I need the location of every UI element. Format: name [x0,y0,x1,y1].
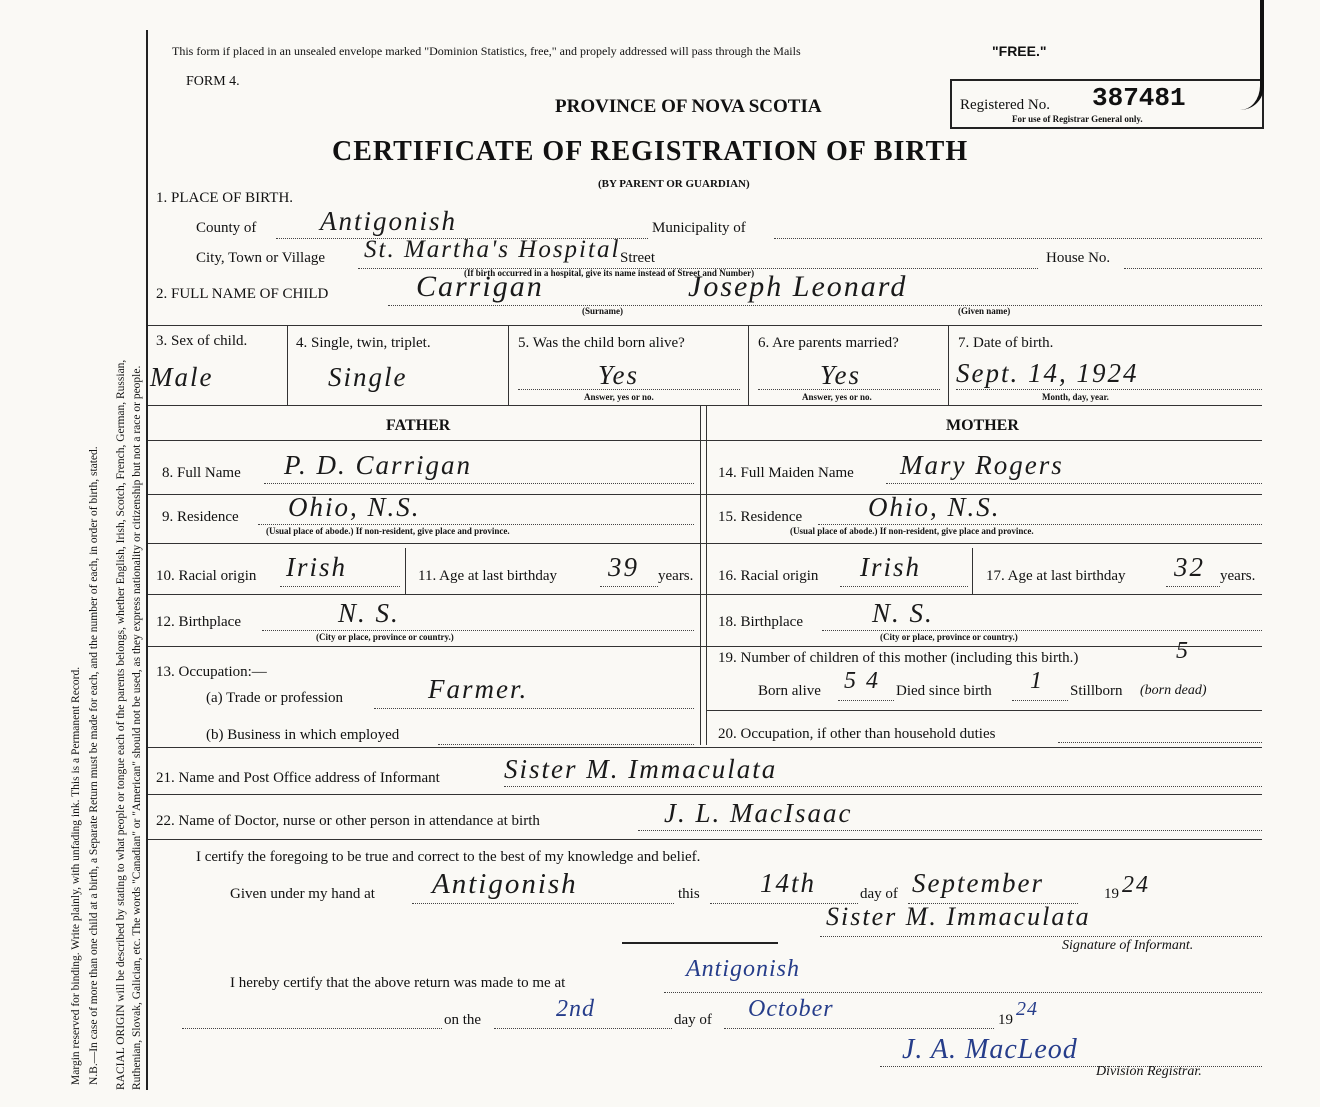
municipality-line [774,238,1262,239]
stillborn-label: Stillborn [1070,683,1123,699]
registrar-note: For use of Registrar General only. [1012,114,1143,124]
informant-signature: Sister M. Immaculata [826,902,1091,931]
mother-heading: MOTHER [946,417,1019,434]
mother-racial-value: Irish [860,552,922,582]
municipality-label: Municipality of [652,220,746,236]
registered-box [950,79,1264,129]
place-heading: 1. PLACE OF BIRTH. [156,190,294,206]
city-label: City, Town or Village [196,250,326,266]
rule-parents-top [148,405,1262,406]
rule-row12 [148,646,1262,647]
side-note-3: RACIAL ORIGIN will be described by stating to what people or tongue each of the parents belongs, whether English, Irish, Scotch, French, German, Russian, [115,359,127,1090]
mail-note: This form if placed in an unsealed envelope marked "Dominion Statistics, free," and propely addressed will pass through the Mails [172,44,801,58]
mother-children-label: 19. Number of children of this mother (including this birth.) [718,650,1079,666]
father-racial-value: Irish [286,552,348,582]
rule-row3-top [148,325,1262,326]
given-name-note: (Given name) [958,306,1011,316]
father-age-line [600,586,658,587]
alive-value: Yes [598,360,640,390]
registrar-month: October [748,996,834,1022]
sex-label: 3. Sex of child. [156,333,248,349]
mother-name-label: 14. Full Maiden Name [718,465,854,481]
mother-age-line [1166,586,1220,587]
given-dayof-label: day of [860,886,898,902]
mother-residence-label: 15. Residence [718,509,803,525]
dob-value: Sept. 14, 1924 [956,358,1139,388]
divider-4-5 [508,325,509,405]
registrar-signature-label: Division Registrar. [1096,1064,1202,1079]
mother-racial-label: 16. Racial origin [718,568,819,584]
given-place-line [412,903,674,904]
surname-note: (Surname) [582,306,623,316]
born-alive-line [838,700,894,701]
father-name-line [264,483,694,484]
mother-birthplace-note: (City or place, province or country.) [880,632,1018,642]
side-note-1: Margin reserved for binding. Write plainly, with unfading ink. This is a Permanent Record. [70,666,82,1085]
registrar-dayof-label: day of [674,1012,712,1028]
child-given-name: Joseph Leonard [688,270,908,303]
plurality-label: 4. Single, twin, triplet. [296,335,431,351]
side-note-4: Ruthenian, Slovak, Galician, etc. The words "Canadian" or "American" should not be used, as they express nationality or citizenship but not a race or people. [131,365,143,1090]
county-value: Antigonish [320,206,458,236]
father-name-label: 8. Full Name [162,465,241,481]
sex-value: Male [150,362,214,392]
mother-racial-divider [972,548,973,594]
father-trade-line [374,708,694,709]
given-month: September [912,868,1044,898]
registrar-signature-line [880,1066,1262,1067]
mother-residence-line [818,524,1262,525]
mother-birthplace-value: N. S. [872,598,934,628]
informant-value: Sister M. Immaculata [504,754,778,784]
parents-divider-left [700,405,701,745]
rule-parents-head [148,440,1262,441]
certificate-subtitle: (BY PARENT OR GUARDIAN) [598,178,750,190]
child-name-line [388,305,1262,306]
mother-racial-line [840,586,968,587]
father-residence-line [258,524,694,525]
alive-line [518,389,740,390]
father-heading: FATHER [386,417,451,434]
died-line [1012,700,1068,701]
father-years-label: years. [658,568,694,584]
given-label: Given under my hand at [230,886,375,902]
province-heading: PROVINCE OF NOVA SCOTIA [555,96,822,117]
free-label: "FREE." [992,43,1047,59]
married-label: 6. Are parents married? [758,335,899,351]
dob-line [956,389,1262,390]
father-trade-value: Farmer. [428,674,529,704]
rule-row10 [148,594,1262,595]
died-label: Died since birth [896,683,992,699]
margin-line [146,30,148,1090]
divider-5-6 [748,325,749,405]
plurality-value: Single [328,362,408,392]
dob-note: Month, day, year. [1042,392,1109,402]
father-residence-label: 9. Residence [162,509,239,525]
rule-row9 [148,543,1262,544]
informant-line [504,786,1262,787]
house-line [1124,268,1262,269]
married-line [758,389,940,390]
father-racial-divider [405,548,406,594]
given-year-suffix: 24 [1122,872,1150,898]
registrar-place: Antigonish [686,956,801,982]
registrar-signature: J. A. MacLeod [902,1034,1078,1065]
parents-divider-right [706,405,707,745]
registrar-year-prefix: 19 [998,1012,1013,1028]
father-age-label: 11. Age at last birthday [418,568,557,584]
informant-signature-label: Signature of Informant. [1062,938,1194,953]
doctor-label: 22. Name of Doctor, nurse or other person in attendance at birth [156,813,540,829]
father-birthplace-label: 12. Birthplace [156,614,241,630]
father-racial-line [280,586,400,587]
mother-age-value: 32 [1174,552,1205,582]
given-day: 14th [760,868,817,898]
mother-name-value: Mary Rogers [900,450,1064,480]
registrar-statement: I hereby certify that the above return was made to me at [230,975,566,991]
alive-note: Answer, yes or no. [584,392,654,402]
mother-name-line [886,483,1262,484]
mother-age-label: 17. Age at last birthday [986,568,1126,584]
stillborn-note: (born dead) [1140,683,1207,698]
married-value: Yes [820,360,862,390]
street-label: Street [620,250,655,266]
registrar-day-line [494,1028,672,1029]
mother-children-value: 5 [1176,638,1190,664]
registrar-place-line [664,992,1262,993]
rule-row21 [148,794,1262,795]
mother-residence-note: (Usual place of abode.) If non-resident, give place and province. [790,526,1034,536]
father-business-label: (b) Business in which employed [206,727,400,743]
father-birthplace-value: N. S. [338,598,400,628]
born-alive-value: 5 4 [844,668,880,694]
registrar-year-suffix: 24 [1016,998,1038,1020]
on-the-label: on the [444,1012,482,1028]
pen-mark [1240,0,1264,110]
mother-occupation-line [1058,742,1262,743]
mother-birthplace-line [822,630,1262,631]
father-birthplace-note: (City or place, province or country.) [316,632,454,642]
father-birthplace-line [262,630,694,631]
father-residence-note: (Usual place of abode.) If non-resident, give place and province. [266,526,510,536]
mother-birthplace-label: 18. Birthplace [718,614,803,630]
house-label: House No. [1046,250,1111,266]
side-note-2: N.B.—In case of more than one child at a birth, a Separate Return must be made for each, and the number of each, in order of birth, stated. [88,446,100,1085]
mother-occupation-label: 20. Occupation, if other than household duties [718,726,996,742]
city-value: St. Martha's Hospital [364,236,621,263]
certificate-title: CERTIFICATE OF REGISTRATION OF BIRTH [332,136,969,167]
registered-number: 387481 [1092,83,1186,113]
dob-label: 7. Date of birth. [958,335,1054,351]
certification-separator [622,942,778,944]
born-alive-label: Born alive [758,683,821,699]
father-name-value: P. D. Carrigan [284,450,473,480]
father-trade-label: (a) Trade or profession [206,690,344,706]
certify-statement: I certify the foregoing to be true and correct to the best of my knowledge and belief. [196,849,701,865]
died-value: 1 [1030,668,1044,694]
county-label: County of [196,220,257,236]
father-residence-value: Ohio, N.S. [288,492,421,522]
form-number: FORM 4. [186,74,240,89]
married-note: Answer, yes or no. [802,392,872,402]
rule-row22 [148,839,1262,840]
father-occupation-label: 13. Occupation:— [156,664,267,680]
divider-3-4 [287,325,288,405]
registrar-day: 2nd [556,996,595,1022]
rule-row13 [148,747,1262,748]
given-place: Antigonish [432,868,578,900]
divider-6-7 [948,325,949,405]
this-label: this [678,886,700,902]
father-age-value: 39 [608,552,639,582]
doctor-value: J. L. MacIsaac [664,798,853,828]
given-year-prefix: 19 [1104,886,1119,902]
alive-label: 5. Was the child born alive? [518,335,685,351]
father-racial-label: 10. Racial origin [156,568,257,584]
mother-residence-value: Ohio, N.S. [868,492,1001,522]
hospital-note: (If birth occurred in a hospital, give its name instead of Street and Number) [464,268,755,278]
child-surname: Carrigan [416,270,544,303]
informant-signature-line [820,936,1262,937]
child-name-label: 2. FULL NAME OF CHILD [156,286,329,302]
mother-years-label: years. [1220,568,1256,584]
registered-label: Registered No. [960,97,1050,113]
registrar-left-line [182,1028,442,1029]
rule-row19 [706,710,1262,711]
doctor-line [638,830,1262,831]
registrar-month-line [724,1028,994,1029]
informant-label: 21. Name and Post Office address of Informant [156,770,440,786]
father-business-line [438,744,694,745]
